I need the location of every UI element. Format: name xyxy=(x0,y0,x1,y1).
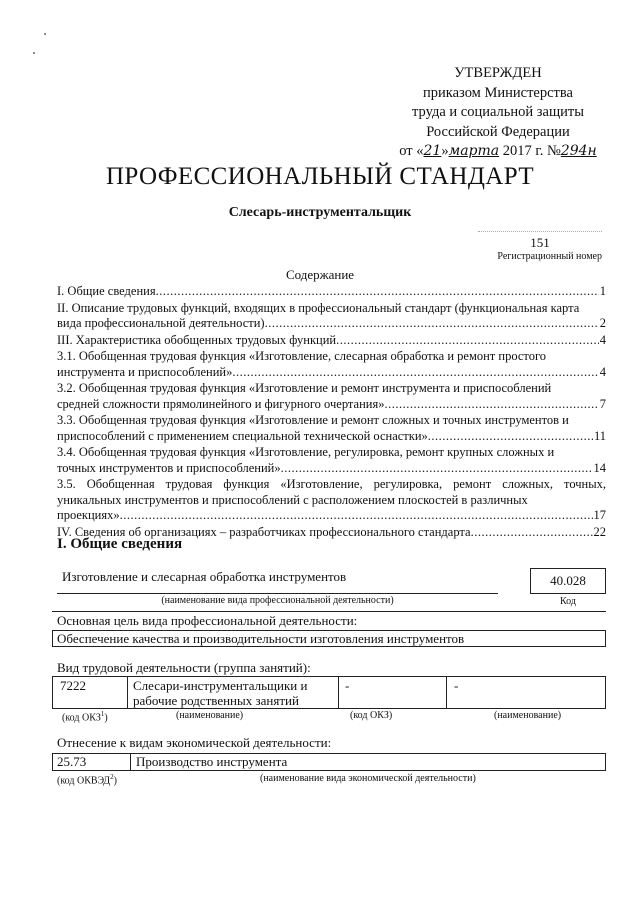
activity-caption: (наименование вида профессиональной деятельности) xyxy=(161,595,394,606)
toc-item xyxy=(57,284,606,300)
okz-divider xyxy=(127,676,128,709)
section-heading: I. Общие сведения xyxy=(57,536,183,552)
toc-item-lead: 3.3. Обобщенная трудовая функция «Изготовление и ремонт сложных и точных инструментов и xyxy=(57,413,569,427)
toc-item-lead: 3.5. Обобщенная трудовая функция «Изготовление, регулировка, ремонт сложных, точных, уникальных инструментов и приспособлений с расположением плоскостей в различных xyxy=(57,477,606,507)
registration-label: Регистрационный номер xyxy=(497,251,602,262)
toc-item xyxy=(57,333,606,349)
page-subtitle: Слесарь-инструментальщик xyxy=(228,205,412,220)
okved-code: 25.73 xyxy=(57,754,87,769)
approval-date-line xyxy=(378,142,618,162)
okved-name: Производство инструмента xyxy=(136,754,288,769)
order-number: 294н xyxy=(560,143,597,159)
date-year: 2017 г. № xyxy=(499,143,561,159)
page-title: ПРОФЕССИОНАЛЬНЫЙ СТАНДАРТ xyxy=(105,163,535,190)
toc-page-number: 14 xyxy=(593,460,606,475)
scan-speck xyxy=(33,52,35,54)
approval-line: труда и социальной защиты xyxy=(412,104,584,120)
okz-code-2: - xyxy=(345,678,350,693)
registration-rule xyxy=(478,231,602,232)
approval-block xyxy=(378,64,618,162)
toc-item-text: средней сложности прямолинейного и фигурного очертания» xyxy=(57,396,385,411)
toc-page-number: 22 xyxy=(593,524,606,539)
toc-leader xyxy=(471,525,593,541)
econ-label: Отнесение к видам экономической деятельности: xyxy=(57,735,332,750)
okz-divider xyxy=(338,676,339,709)
toc-leader xyxy=(384,397,598,413)
toc-item-lead: II. Описание трудовых функций, входящих в профессиональный стандарт (функциональная карта xyxy=(57,300,580,315)
toc-page-number: 1 xyxy=(599,284,606,298)
toc-leader xyxy=(232,365,598,381)
toc-item-text: точных инструментов и приспособлений» xyxy=(57,460,281,475)
toc-leader xyxy=(156,284,599,300)
date-day: 21 xyxy=(423,143,442,159)
approval-heading: УТВЕРЖДЕН xyxy=(454,65,542,81)
toc-page-number: 4 xyxy=(599,364,606,379)
table-of-contents xyxy=(57,284,606,541)
code-caption: Код xyxy=(560,596,576,607)
okz-code-caption: (код ОКЗ$^1$) xyxy=(62,710,108,724)
okz-name-caption: (наименование) xyxy=(176,710,244,721)
goal-text: Обеспечение качества и производительности изготовления инструментов xyxy=(57,631,465,646)
toc-leader xyxy=(281,461,593,477)
toc-item-text: инструмента и приспособлений» xyxy=(57,364,233,379)
group-label: Вид трудовой деятельности (группа занятий): xyxy=(57,660,311,675)
toc-item-text: приспособлений с применением специальной технической оснастки» xyxy=(57,428,428,443)
separator-rule xyxy=(52,611,606,612)
toc-page-number: 2 xyxy=(599,316,606,330)
okz-code: 7222 xyxy=(60,678,86,693)
approval-line: Российской Федерации xyxy=(426,123,570,140)
okved-divider xyxy=(130,753,131,771)
date-sep: » xyxy=(441,143,449,159)
goal-label: Основная цель вида профессиональной деятельности: xyxy=(57,613,358,628)
toc-item-text: III. Характеристика обобщенных трудовых функций xyxy=(57,332,337,347)
toc-item-lead: 3.2. Обобщенная трудовая функция «Изготовление и ремонт инструмента и приспособлений xyxy=(57,381,552,395)
approval-line: приказом Министерства xyxy=(423,84,573,101)
toc-item-lead: 3.1. Обобщенная трудовая функция «Изготовление, слесарная обработка и ремонт простого xyxy=(57,349,547,363)
okz-code2-caption: (код ОКЗ) xyxy=(350,710,393,721)
activity-rule xyxy=(57,593,498,594)
activity-name: Изготовление и слесарная обработка инструментов xyxy=(62,569,347,584)
toc-item xyxy=(57,413,606,444)
scan-speck xyxy=(44,33,46,35)
toc-item-text: вида профессиональной деятельности) xyxy=(57,316,265,330)
toc-item-lead: 3.4. Обобщенная трудовая функция «Изготовление, регулировка, ремонт крупных сложных и xyxy=(57,445,555,459)
toc-title: Содержание xyxy=(285,267,355,282)
toc-item xyxy=(57,349,606,380)
okz-divider xyxy=(446,676,447,709)
toc-leader xyxy=(265,316,599,332)
toc-page-number: 11 xyxy=(593,428,606,443)
toc-item xyxy=(57,445,606,476)
date-month: марта xyxy=(448,143,500,159)
toc-item xyxy=(57,477,606,524)
okved-name-caption: (наименование вида экономической деятельности) xyxy=(260,773,476,784)
toc-item-text: I. Общие сведения xyxy=(57,284,156,298)
toc-item-text: IV. Сведения об организациях – разработчиках профессионального стандарта xyxy=(57,524,471,539)
date-prefix: от « xyxy=(399,143,424,159)
toc-item xyxy=(57,301,606,332)
okz-name2-caption: (наименование) xyxy=(494,710,562,721)
toc-leader xyxy=(336,333,599,349)
toc-leader xyxy=(120,508,593,524)
registration-number: 151 xyxy=(530,235,550,250)
toc-page-number: 7 xyxy=(599,396,606,411)
toc-page-number: 4 xyxy=(599,332,606,347)
okved-code-caption: (код ОКВЭД$^2$) xyxy=(57,773,117,787)
toc-item xyxy=(57,381,606,412)
okz-name: Слесари-инструментальщики и рабочие родственных занятий xyxy=(133,678,308,708)
okz-name-2: - xyxy=(454,678,459,693)
toc-leader xyxy=(428,429,593,445)
toc-page-number: 17 xyxy=(593,508,606,522)
toc-item-text: проекциях» xyxy=(57,508,120,522)
code-value: 40.028 xyxy=(550,573,586,588)
